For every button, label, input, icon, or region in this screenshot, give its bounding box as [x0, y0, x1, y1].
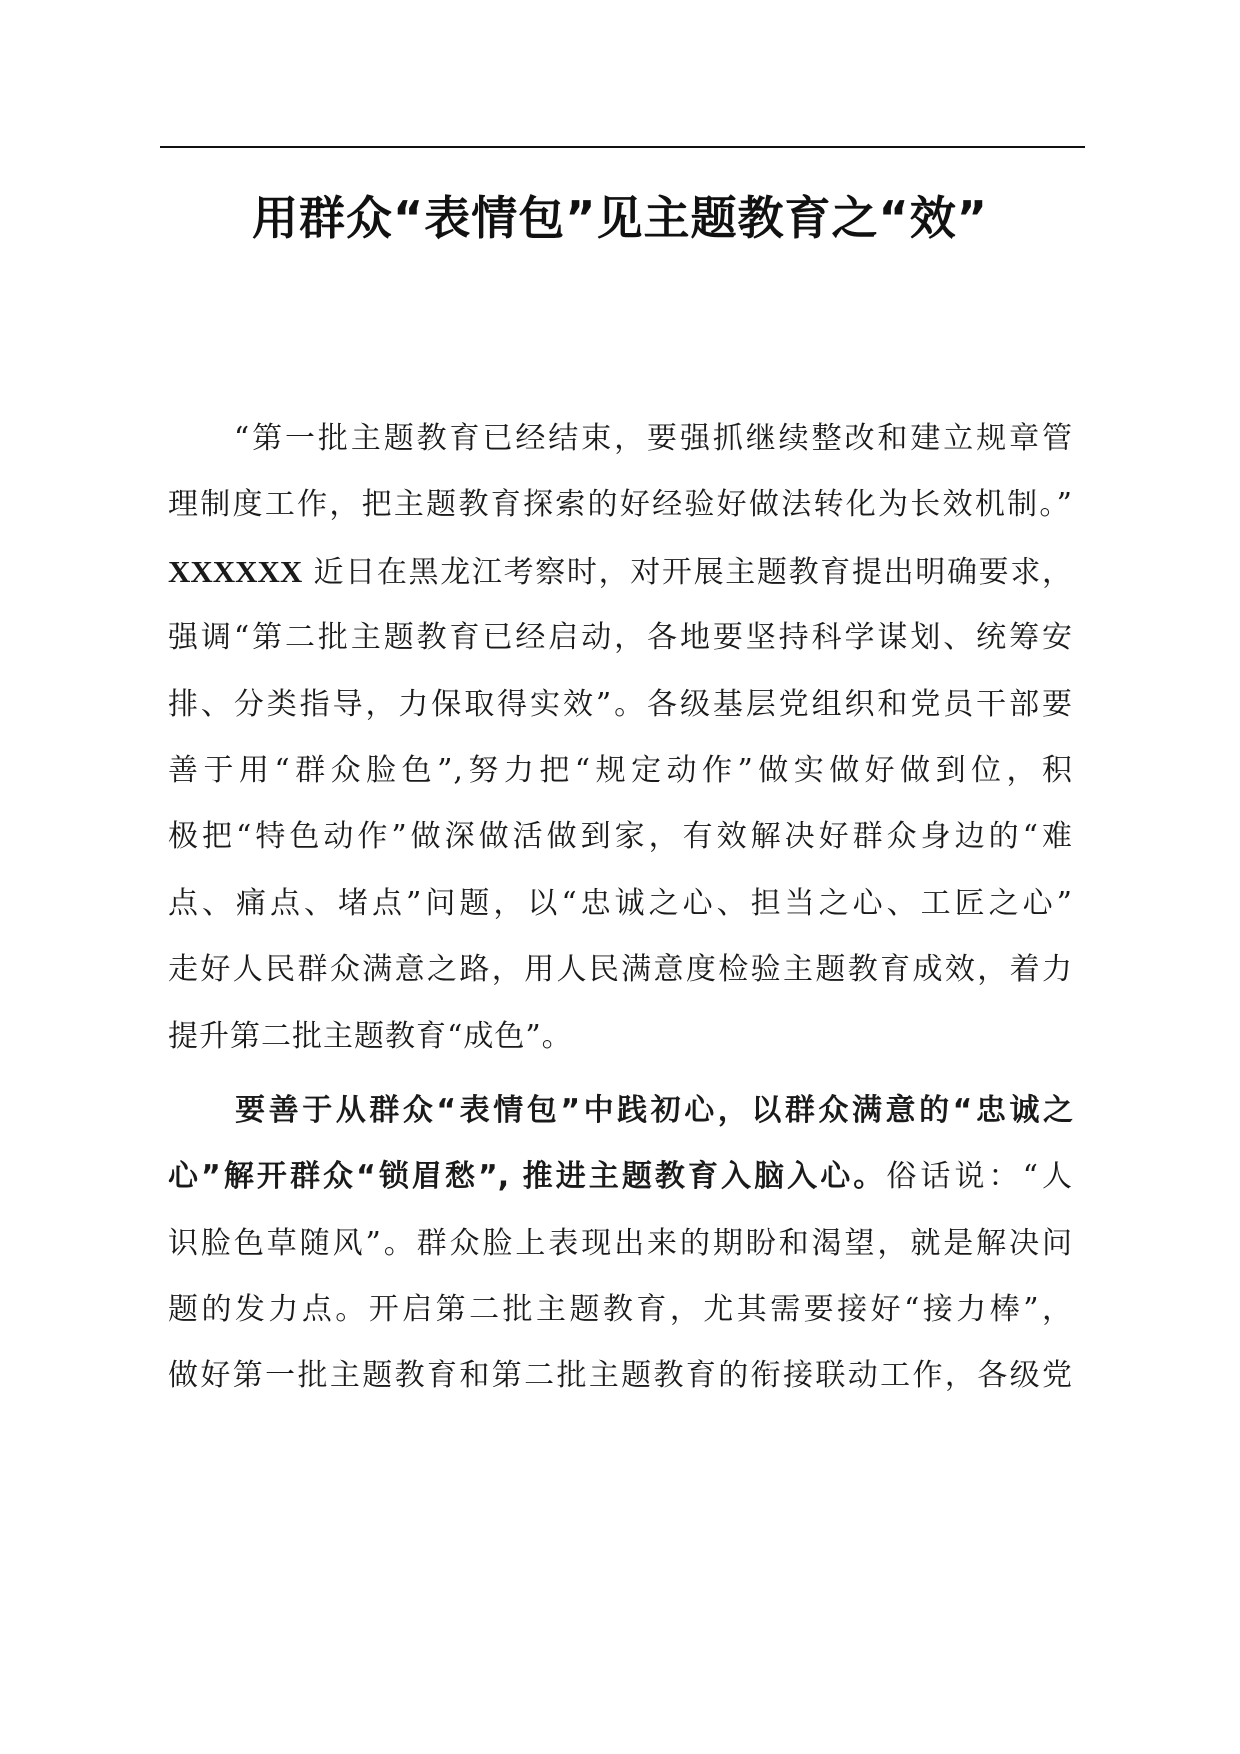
paragraph-line: 点、痛点、堵点”问题，以“忠诚之心、担当之心、工匠之心”	[168, 885, 1073, 921]
paragraph-line: 走好人民群众满意之路，用人民满意度检验主题教育成效，着力	[168, 952, 1073, 988]
paragraph-1	[168, 406, 1073, 1070]
header-rule	[160, 146, 1085, 148]
paragraph-line: 排、分类指导，力保取得实效”。各级基层党组织和党员干部要	[168, 686, 1073, 722]
paragraph-line: 题的发力点。开启第二批主题教育，尤其需要接好“接力棒”，	[168, 1292, 1073, 1328]
paragraph-line: 强调“第二批主题教育已经启动，各地要坚持科学谋划、统筹安	[168, 620, 1073, 656]
paragraph-line: 善于用“群众脸色”,努力把“规定动作”做实做好做到位，积	[168, 752, 1073, 788]
paragraph-line: “第一批主题教育已经结束，要强抓继续整改和建立规章管	[168, 421, 1073, 456]
paragraph-heading-text: 心”解开群众“锁眉愁”, 推进主题教育入脑入心。	[168, 1159, 887, 1195]
paragraph-heading-line: 要善于从群众“表情包”中践初心，以群众满意的“忠诚之	[168, 1092, 1073, 1128]
paragraph-line: 做好第一批主题教育和第二批主题教育的衔接联动工作，各级党	[168, 1358, 1073, 1394]
document-title: 用群众“表情包”见主题教育之“效”	[252, 191, 988, 245]
paragraph-line	[168, 539, 1073, 605]
paragraph-line	[168, 1144, 1073, 1210]
paragraph-line-text: 俗话说：“人	[886, 1159, 1073, 1195]
paragraph-line-text: 近日在黑龙江考察时，对开展主题教育提出明确要求，	[302, 554, 1073, 590]
document-body	[168, 406, 1073, 1410]
paragraph-2	[168, 1078, 1073, 1410]
paragraph-line: 极把“特色动作”做深做活做到家，有效解决好群众身边的“难	[168, 819, 1073, 855]
paragraph-line: 提升第二批主题教育“成色”。	[168, 1018, 573, 1054]
paragraph-line: 理制度工作，把主题教育探索的好经验好做法转化为长效机制。”	[168, 487, 1073, 523]
paragraph-line: 识脸色草随风”。群众脸上表现出来的期盼和渴望，就是解决问	[168, 1225, 1073, 1261]
redacted-name: XXXXXX	[168, 553, 303, 589]
